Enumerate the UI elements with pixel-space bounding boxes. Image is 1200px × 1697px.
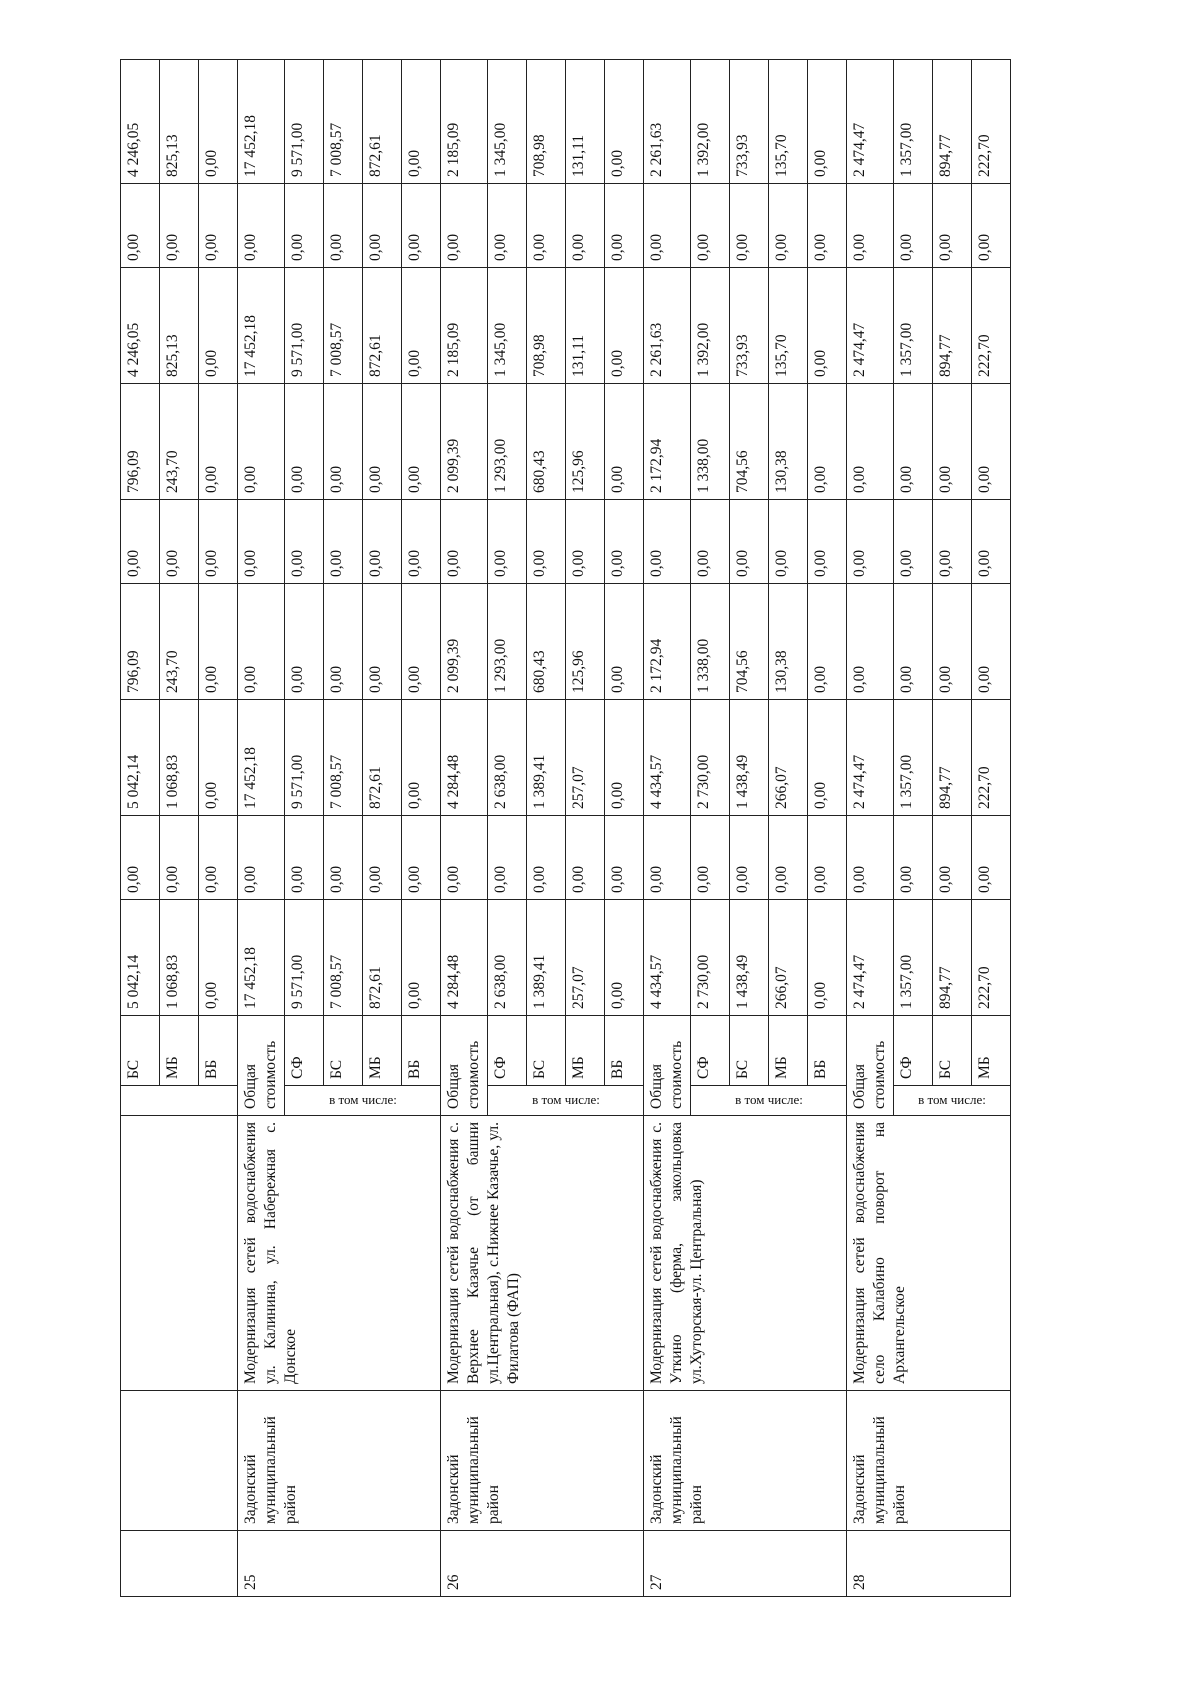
- value-cell: 9 571,00: [285, 268, 324, 384]
- table-row: [238, 60, 285, 1597]
- row-number: 27: [644, 1531, 847, 1597]
- funding-source-cell: СФ: [691, 1016, 730, 1086]
- value-cell: 0,00: [933, 584, 972, 700]
- value-cell: 0,00: [324, 500, 363, 584]
- value-cell: 0,00: [972, 500, 1011, 584]
- value-cell: 222,70: [972, 700, 1011, 816]
- total-cost-label: Общая стоимость: [644, 1016, 691, 1116]
- value-cell: 733,93: [730, 268, 769, 384]
- continuation-row: [121, 60, 160, 1597]
- value-cell: 0,00: [402, 268, 441, 384]
- value-cell: 872,61: [363, 268, 402, 384]
- value-cell: 0,00: [605, 584, 644, 700]
- value-cell: 7 008,57: [324, 700, 363, 816]
- value-cell: 0,00: [527, 184, 566, 268]
- value-cell: 872,61: [363, 700, 402, 816]
- value-cell: 0,00: [605, 900, 644, 1016]
- value-cell: 0,00: [894, 500, 933, 584]
- value-cell: 257,07: [566, 900, 605, 1016]
- value-cell: 894,77: [933, 900, 972, 1016]
- value-cell: 2 185,09: [441, 60, 488, 184]
- value-cell: 1 392,00: [691, 268, 730, 384]
- value-cell: 0,00: [199, 500, 238, 584]
- sub-label-text: в том числе:: [328, 1092, 397, 1108]
- value-cell: 2 474,47: [847, 700, 894, 816]
- value-cell: 0,00: [847, 584, 894, 700]
- value-cell: 0,00: [972, 816, 1011, 900]
- value-cell: 17 452,18: [238, 900, 285, 1016]
- value-cell: 0,00: [769, 500, 808, 584]
- value-cell: 2 730,00: [691, 900, 730, 1016]
- value-cell: 0,00: [324, 184, 363, 268]
- value-cell: 0,00: [363, 500, 402, 584]
- value-cell: 0,00: [605, 700, 644, 816]
- value-cell: 243,70: [160, 584, 199, 700]
- value-cell: 0,00: [808, 268, 847, 384]
- value-cell: 0,00: [605, 500, 644, 584]
- sub-label-text: в том числе:: [734, 1092, 803, 1108]
- value-cell: 0,00: [808, 60, 847, 184]
- total-cost-label: Общая стоимость: [238, 1016, 285, 1116]
- value-cell: 0,00: [691, 816, 730, 900]
- value-cell: 0,00: [363, 584, 402, 700]
- value-cell: 4 434,57: [644, 700, 691, 816]
- sub-label-text: в том числе:: [531, 1092, 600, 1108]
- rotated-table-container: [120, 60, 1080, 1597]
- value-cell: 243,70: [160, 384, 199, 500]
- value-cell: 0,00: [324, 584, 363, 700]
- value-cell: 0,00: [605, 60, 644, 184]
- value-cell: 0,00: [238, 384, 285, 500]
- value-cell: 0,00: [527, 816, 566, 900]
- value-cell: 0,00: [199, 60, 238, 184]
- value-cell: 894,77: [933, 60, 972, 184]
- value-cell: 9 571,00: [285, 900, 324, 1016]
- value-cell: 0,00: [199, 700, 238, 816]
- value-cell: 0,00: [808, 816, 847, 900]
- sub-label-cell: [488, 1086, 644, 1116]
- value-cell: 1 345,00: [488, 268, 527, 384]
- value-cell: 0,00: [238, 184, 285, 268]
- table-row: [644, 60, 691, 1597]
- table-row: [441, 60, 488, 1597]
- funding-table: [120, 59, 1011, 1597]
- value-cell: 0,00: [238, 500, 285, 584]
- value-cell: 0,00: [808, 700, 847, 816]
- value-cell: 1 338,00: [691, 384, 730, 500]
- value-cell: 0,00: [285, 184, 324, 268]
- value-cell: 1 392,00: [691, 60, 730, 184]
- value-cell: 0,00: [363, 384, 402, 500]
- value-cell: 17 452,18: [238, 700, 285, 816]
- sub-label-cell: [285, 1086, 441, 1116]
- value-cell: 0,00: [847, 500, 894, 584]
- value-cell: 0,00: [605, 184, 644, 268]
- row-number: 28: [847, 1531, 1011, 1597]
- district-cell: Задонский муниципальный район: [644, 1391, 847, 1531]
- value-cell: 0,00: [933, 816, 972, 900]
- value-cell: 0,00: [894, 584, 933, 700]
- value-cell: 5 042,14: [121, 900, 160, 1016]
- value-cell: 1 068,83: [160, 700, 199, 816]
- value-cell: 0,00: [605, 268, 644, 384]
- funding-source-cell: СФ: [488, 1016, 527, 1086]
- sub-label-cell: [691, 1086, 847, 1116]
- funding-source-cell: МБ: [972, 1016, 1011, 1086]
- value-cell: 0,00: [808, 184, 847, 268]
- value-cell: 0,00: [402, 60, 441, 184]
- value-cell: 5 042,14: [121, 700, 160, 816]
- value-cell: 1 357,00: [894, 700, 933, 816]
- value-cell: 135,70: [769, 60, 808, 184]
- value-cell: 0,00: [808, 900, 847, 1016]
- value-cell: 2 638,00: [488, 900, 527, 1016]
- funding-source-cell: МБ: [160, 1016, 199, 1086]
- value-cell: 0,00: [691, 500, 730, 584]
- value-cell: 0,00: [488, 500, 527, 584]
- value-cell: 125,96: [566, 384, 605, 500]
- value-cell: 708,98: [527, 268, 566, 384]
- funding-source-cell: МБ: [566, 1016, 605, 1086]
- funding-source-cell: СФ: [894, 1016, 933, 1086]
- value-cell: 2 730,00: [691, 700, 730, 816]
- value-cell: 0,00: [808, 384, 847, 500]
- value-cell: 0,00: [730, 816, 769, 900]
- value-cell: 0,00: [644, 500, 691, 584]
- value-cell: 2 099,39: [441, 584, 488, 700]
- value-cell: 0,00: [605, 816, 644, 900]
- project-description: Модернизация сетей водоснабжения с. Верхнее Казачье (от башни ул.Центральная), с.Нижнее Казачье, ул. Филатова (ФАП): [441, 1116, 644, 1391]
- funding-source-cell: БС: [933, 1016, 972, 1086]
- value-cell: 0,00: [363, 184, 402, 268]
- value-cell: 2 172,94: [644, 584, 691, 700]
- value-cell: 266,07: [769, 900, 808, 1016]
- value-cell: 0,00: [730, 184, 769, 268]
- value-cell: 17 452,18: [238, 60, 285, 184]
- value-cell: 0,00: [285, 500, 324, 584]
- value-cell: 2 261,63: [644, 60, 691, 184]
- value-cell: 0,00: [769, 816, 808, 900]
- funding-source-cell: ВБ: [808, 1016, 847, 1086]
- value-cell: 0,00: [769, 184, 808, 268]
- value-cell: 0,00: [566, 500, 605, 584]
- value-cell: 0,00: [285, 816, 324, 900]
- empty-cell: [121, 1116, 238, 1391]
- value-cell: 872,61: [363, 900, 402, 1016]
- district-cell: Задонский муниципальный район: [238, 1391, 441, 1531]
- empty-cell: [121, 1531, 238, 1597]
- funding-source-cell: МБ: [769, 1016, 808, 1086]
- value-cell: 825,13: [160, 60, 199, 184]
- value-cell: 825,13: [160, 268, 199, 384]
- value-cell: 0,00: [402, 900, 441, 1016]
- value-cell: 0,00: [199, 184, 238, 268]
- value-cell: 1 357,00: [894, 900, 933, 1016]
- value-cell: 0,00: [566, 816, 605, 900]
- value-cell: 1 389,41: [527, 900, 566, 1016]
- value-cell: 2 474,47: [847, 268, 894, 384]
- value-cell: 125,96: [566, 584, 605, 700]
- value-cell: 7 008,57: [324, 900, 363, 1016]
- value-cell: 0,00: [402, 500, 441, 584]
- funding-source-cell: БС: [324, 1016, 363, 1086]
- value-cell: 2 638,00: [488, 700, 527, 816]
- funding-source-cell: БС: [121, 1016, 160, 1086]
- value-cell: 0,00: [808, 500, 847, 584]
- district-cell: Задонский муниципальный район: [847, 1391, 1011, 1531]
- value-cell: 680,43: [527, 584, 566, 700]
- value-cell: 0,00: [972, 184, 1011, 268]
- value-cell: 796,09: [121, 384, 160, 500]
- table-row: [847, 60, 894, 1597]
- value-cell: 0,00: [730, 500, 769, 584]
- total-cost-label: Общая стоимость: [847, 1016, 894, 1116]
- value-cell: 131,11: [566, 60, 605, 184]
- value-cell: 2 474,47: [847, 900, 894, 1016]
- value-cell: 2 185,09: [441, 268, 488, 384]
- empty-cell: [121, 1391, 238, 1531]
- value-cell: 4 246,05: [121, 60, 160, 184]
- value-cell: 0,00: [566, 184, 605, 268]
- value-cell: 222,70: [972, 60, 1011, 184]
- empty-cell: [121, 1086, 238, 1116]
- value-cell: 0,00: [121, 816, 160, 900]
- total-cost-label: Общая стоимость: [441, 1016, 488, 1116]
- value-cell: 704,56: [730, 584, 769, 700]
- value-cell: 0,00: [933, 500, 972, 584]
- value-cell: 7 008,57: [324, 60, 363, 184]
- funding-source-cell: МБ: [363, 1016, 402, 1086]
- value-cell: 0,00: [160, 500, 199, 584]
- value-cell: 0,00: [285, 384, 324, 500]
- value-cell: 0,00: [488, 816, 527, 900]
- funding-source-cell: СФ: [285, 1016, 324, 1086]
- value-cell: 0,00: [972, 584, 1011, 700]
- value-cell: 0,00: [402, 384, 441, 500]
- value-cell: 130,38: [769, 384, 808, 500]
- value-cell: 0,00: [644, 184, 691, 268]
- value-cell: 1 357,00: [894, 60, 933, 184]
- value-cell: 0,00: [199, 384, 238, 500]
- value-cell: 894,77: [933, 700, 972, 816]
- value-cell: 2 099,39: [441, 384, 488, 500]
- value-cell: 0,00: [199, 584, 238, 700]
- value-cell: 0,00: [199, 816, 238, 900]
- row-number: 26: [441, 1531, 644, 1597]
- value-cell: 9 571,00: [285, 60, 324, 184]
- value-cell: 0,00: [160, 184, 199, 268]
- value-cell: 0,00: [441, 816, 488, 900]
- value-cell: 0,00: [847, 184, 894, 268]
- project-description: Модернизация сетей водоснабжения ул. Калинина, ул. Набережная с. Донское: [238, 1116, 441, 1391]
- value-cell: 0,00: [363, 816, 402, 900]
- value-cell: 1 345,00: [488, 60, 527, 184]
- value-cell: 0,00: [644, 816, 691, 900]
- value-cell: 0,00: [527, 500, 566, 584]
- district-cell: Задонский муниципальный район: [441, 1391, 644, 1531]
- value-cell: 0,00: [933, 384, 972, 500]
- funding-source-cell: БС: [730, 1016, 769, 1086]
- funding-source-cell: ВБ: [605, 1016, 644, 1086]
- value-cell: 0,00: [121, 184, 160, 268]
- value-cell: 0,00: [488, 184, 527, 268]
- value-cell: 0,00: [894, 384, 933, 500]
- value-cell: 0,00: [160, 816, 199, 900]
- value-cell: 2 261,63: [644, 268, 691, 384]
- funding-source-cell: ВБ: [402, 1016, 441, 1086]
- value-cell: 0,00: [441, 500, 488, 584]
- value-cell: 0,00: [894, 184, 933, 268]
- value-cell: 1 438,49: [730, 900, 769, 1016]
- value-cell: 0,00: [324, 384, 363, 500]
- value-cell: 0,00: [847, 816, 894, 900]
- project-description: Модернизация сетей водоснабжения с. Уткино (ферма, закольцовка ул.Хуторская-ул. Центральная): [644, 1116, 847, 1391]
- value-cell: 0,00: [402, 184, 441, 268]
- value-cell: 0,00: [285, 584, 324, 700]
- value-cell: 222,70: [972, 268, 1011, 384]
- value-cell: 17 452,18: [238, 268, 285, 384]
- value-cell: 1 068,83: [160, 900, 199, 1016]
- value-cell: 1 389,41: [527, 700, 566, 816]
- value-cell: 9 571,00: [285, 700, 324, 816]
- value-cell: 0,00: [605, 384, 644, 500]
- value-cell: 0,00: [238, 584, 285, 700]
- value-cell: 266,07: [769, 700, 808, 816]
- value-cell: 130,38: [769, 584, 808, 700]
- value-cell: 0,00: [441, 184, 488, 268]
- value-cell: 0,00: [691, 184, 730, 268]
- value-cell: 0,00: [402, 816, 441, 900]
- value-cell: 1 293,00: [488, 384, 527, 500]
- funding-source-cell: БС: [527, 1016, 566, 1086]
- sub-label-text: в том числе:: [918, 1092, 986, 1108]
- value-cell: 0,00: [402, 700, 441, 816]
- value-cell: 0,00: [238, 816, 285, 900]
- value-cell: 2 172,94: [644, 384, 691, 500]
- value-cell: 4 284,48: [441, 900, 488, 1016]
- value-cell: 257,07: [566, 700, 605, 816]
- value-cell: 680,43: [527, 384, 566, 500]
- value-cell: 7 008,57: [324, 268, 363, 384]
- project-description: Модернизация сетей водоснабжения село Калабино поворот на Архангельское: [847, 1116, 1011, 1391]
- value-cell: 4 434,57: [644, 900, 691, 1016]
- value-cell: 4 284,48: [441, 700, 488, 816]
- value-cell: 1 293,00: [488, 584, 527, 700]
- value-cell: 894,77: [933, 268, 972, 384]
- value-cell: 1 338,00: [691, 584, 730, 700]
- value-cell: 0,00: [121, 500, 160, 584]
- value-cell: 733,93: [730, 60, 769, 184]
- value-cell: 222,70: [972, 900, 1011, 1016]
- value-cell: 0,00: [847, 384, 894, 500]
- value-cell: 131,11: [566, 268, 605, 384]
- table-body: [121, 60, 1011, 1597]
- value-cell: 0,00: [972, 384, 1011, 500]
- row-number: 25: [238, 1531, 441, 1597]
- value-cell: 0,00: [808, 584, 847, 700]
- funding-source-cell: ВБ: [199, 1016, 238, 1086]
- value-cell: 1 438,49: [730, 700, 769, 816]
- value-cell: 704,56: [730, 384, 769, 500]
- value-cell: 4 246,05: [121, 268, 160, 384]
- sub-label-cell: [894, 1086, 1011, 1116]
- value-cell: 872,61: [363, 60, 402, 184]
- value-cell: 0,00: [199, 268, 238, 384]
- value-cell: 0,00: [402, 584, 441, 700]
- value-cell: 0,00: [894, 816, 933, 900]
- value-cell: 135,70: [769, 268, 808, 384]
- value-cell: 0,00: [933, 184, 972, 268]
- value-cell: 2 474,47: [847, 60, 894, 184]
- value-cell: 708,98: [527, 60, 566, 184]
- value-cell: 0,00: [324, 816, 363, 900]
- value-cell: 0,00: [199, 900, 238, 1016]
- value-cell: 796,09: [121, 584, 160, 700]
- value-cell: 1 357,00: [894, 268, 933, 384]
